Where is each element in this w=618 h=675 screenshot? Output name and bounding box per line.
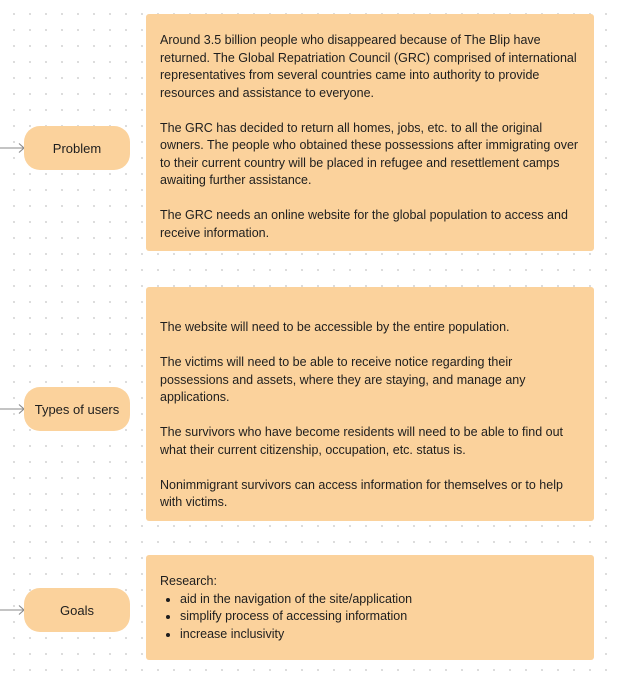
goals-node: [24, 588, 130, 632]
goals-list-item: • aid in the navigation of the site/application: [180, 591, 580, 609]
types-of-users-paragraph: The survivors who have become residents will need to be able to find out what their current citizenship, occupation, etc. status is.: [160, 425, 564, 457]
arrow-right-icon: [0, 142, 26, 154]
types-of-users-paragraph: The website will need to be accessible by the entire population.: [160, 320, 510, 334]
problem-paragraph: The GRC needs an online website for the global population to access and receive information.: [160, 208, 568, 240]
goals-label: Goals: [60, 602, 94, 618]
problem-node: [24, 126, 130, 170]
types-of-users-node: [24, 387, 130, 431]
problem-label: Problem: [52, 140, 102, 156]
problem-paragraph: The GRC has decided to return all homes, jobs, etc. to all the original owners. The people who obtained these possessions after immigrating over to their current country will be placed in refugee and resettlement camps awaiting further assistance.: [160, 120, 579, 187]
goals-list: [160, 591, 580, 644]
goals-list-item: • increase inclusivity: [180, 626, 580, 644]
goals-heading: Research:: [160, 574, 217, 588]
types-of-users-paragraph: The victims will need to be able to receive notice regarding their possessions and assets, where they are staying, and manage any applications.: [160, 355, 526, 404]
arrow-right-icon: [0, 604, 26, 616]
types-of-users-paragraph: Nonimmigrant survivors can access information for themselves or to help with victims.: [160, 477, 563, 509]
problem-paragraph: Around 3.5 billion people who disappeared because of The Blip have returned. The Global Repatriation Council (GRC) comprised of international representatives from several countries came into authority to provide resources and assistance to everyone.: [160, 33, 577, 100]
goals-list-item: • simplify process of accessing information: [180, 608, 580, 626]
goals-card: [146, 555, 594, 660]
types-of-users-label: Types of users: [34, 401, 120, 417]
problem-card: [146, 14, 594, 251]
types-of-users-card: [146, 287, 594, 521]
arrow-right-icon: [0, 403, 26, 415]
